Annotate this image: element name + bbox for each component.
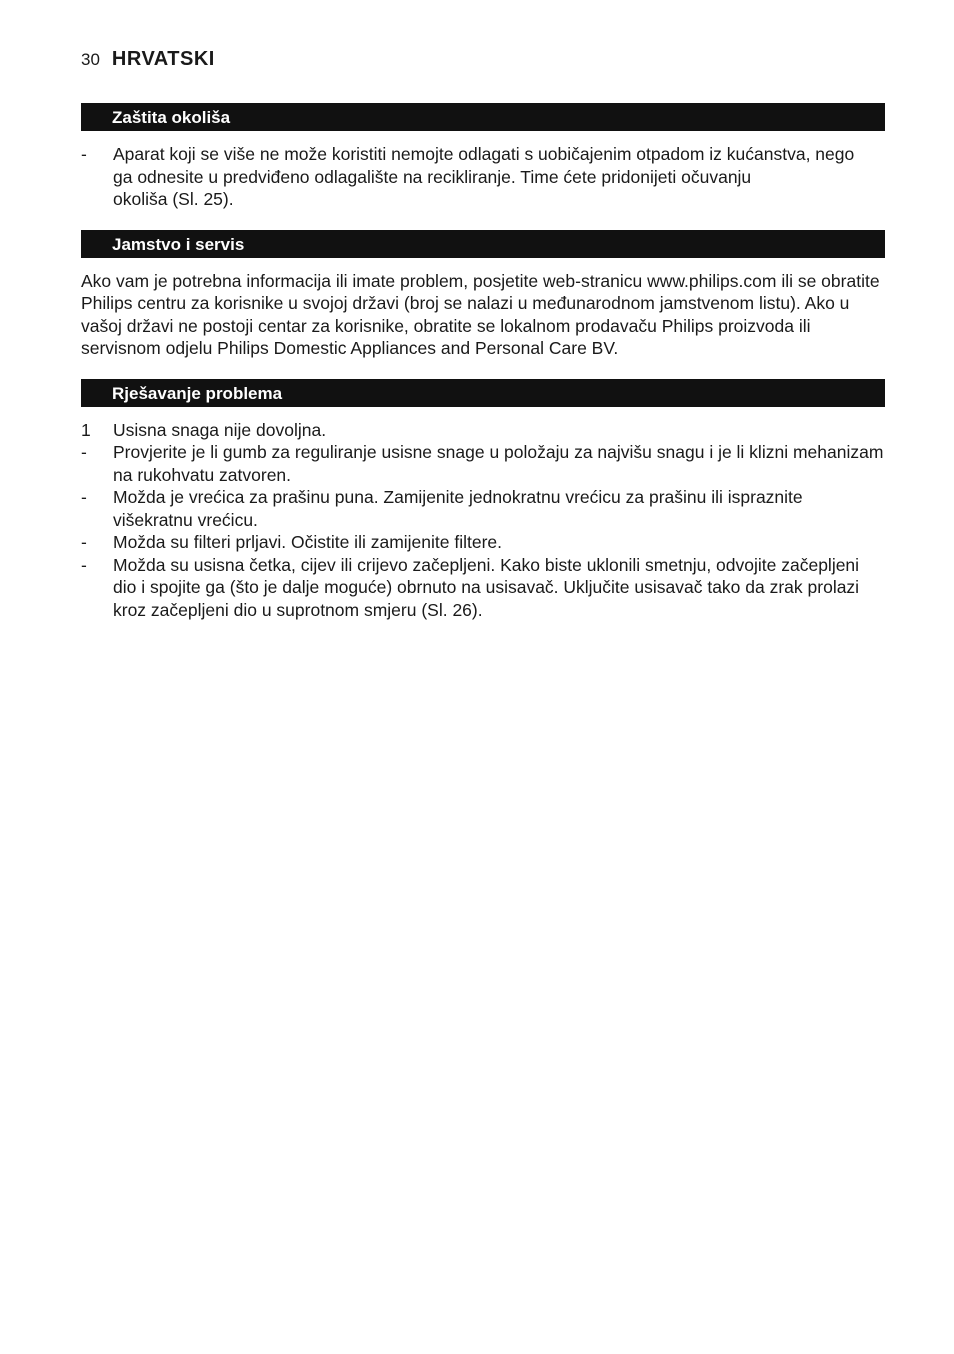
- list-marker: -: [81, 442, 87, 462]
- list-item-text: Možda su filteri prljavi. Očistite ili zamijenite filtere.: [113, 532, 503, 552]
- list-item-text: Provjerite je li gumb za reguliranje usisne snage u položaju za najvišu snagu i je li klizni mehanizam na rukohvatu zatvoren.: [113, 442, 884, 485]
- guarantee-paragraph: [81, 270, 885, 360]
- list-marker: -: [81, 532, 87, 552]
- list-item-text: Možda je vrećica za prašinu puna. Zamijenite jednokratnu vrećicu za prašinu ili ispraznite višekratnu vrećicu.: [113, 487, 803, 530]
- list-item: [81, 419, 885, 442]
- text-line: okoliša (Sl. 25).: [113, 189, 234, 209]
- list-item: [81, 441, 885, 486]
- list-item: [81, 554, 885, 622]
- section-title-guarantee: Jamstvo i servis: [81, 230, 885, 258]
- page-header: [81, 48, 215, 74]
- list-item: [81, 486, 885, 531]
- list-marker: -: [81, 554, 87, 575]
- list-marker: -: [81, 144, 87, 164]
- page-content: [81, 103, 885, 621]
- list-marker: -: [81, 487, 87, 507]
- list-marker: 1: [81, 419, 91, 440]
- troubleshooting-list: [81, 419, 885, 622]
- environment-list: [81, 143, 885, 211]
- paragraph-text: ili se obratite Philips centru za korisnike u svojoj državi (broj se nalazi u međunarodnom jamstvenom listu). Ako u vašoj državi ne postoji centar za korisnike, obratite se lokalnom prodavaču Philips proizvoda ili servisnom odjelu Philips Domestic Appliances and Personal Care BV.: [81, 270, 880, 358]
- list-item-text: Možda su usisna četka, cijev ili crijevo začepljeni. Kako biste uklonili smetnju, odvojite začepljeni dio i spojite ga (što je dalje moguće) obrnuto na usisavač. Uključite usisavač tako da zrak prolazi kroz začepljeni dio u suprotnom smjeru (Sl. 26).: [113, 554, 860, 620]
- philips-website-link[interactable]: www.philips.com: [647, 270, 777, 291]
- section-title-environment: Zaštita okoliša: [81, 103, 885, 131]
- section-title-troubleshooting: Rješavanje problema: [81, 379, 885, 407]
- page-number: 30: [81, 50, 100, 69]
- list-item-text: Usisna snaga nije dovoljna.: [113, 419, 327, 440]
- list-item: [81, 143, 885, 211]
- list-item-text: [113, 143, 885, 211]
- list-item: [81, 531, 885, 554]
- text-line: ga odnesite u predviđeno odlagalište na recikliranje. Time ćete pridonijeti očuvanju: [113, 166, 752, 187]
- text-line: Aparat koji se više ne može koristiti nemojte odlagati s uobičajenim otpadom iz kućanstva, nego: [113, 144, 855, 164]
- paragraph-text: Ako vam je potrebna informacija ili imate problem, posjetite web-stranicu: [81, 270, 648, 291]
- page-language-title: HRVATSKI: [111, 48, 215, 70]
